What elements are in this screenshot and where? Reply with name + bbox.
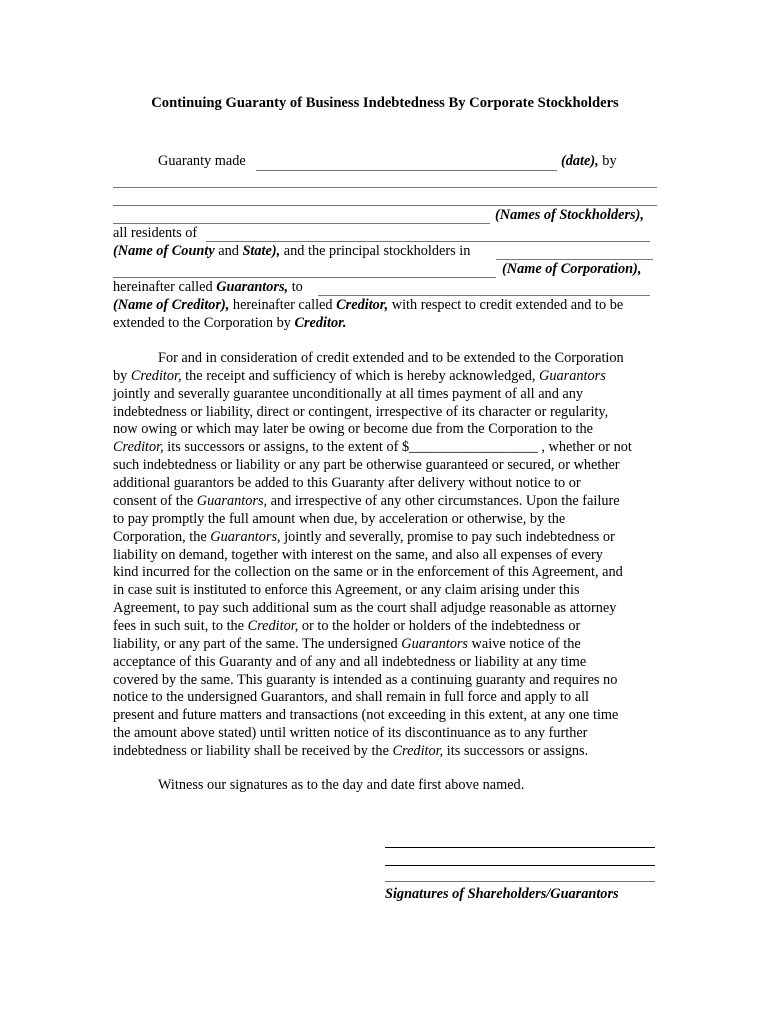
body-line [113, 457, 620, 474]
body-line-segment: For and in consideration of credit extended and to be extended to the Corporation [158, 350, 624, 366]
creditor-blank-line [318, 295, 650, 296]
respect-text: with respect to credit extended and to be [391, 297, 624, 313]
body-line [113, 707, 618, 724]
body-line-segment: the receipt and sufficiency of which is hereby acknowledged, [181, 367, 540, 384]
body-line-segment: now owing or which may later be owing or become due from the Corporation to the [113, 421, 594, 438]
and-word: and [218, 243, 239, 259]
residents-text: all residents of [113, 225, 198, 241]
body-line [113, 493, 620, 510]
extended-text: extended to the Corporation by [113, 315, 291, 331]
body-line-segment: liability on demand, together with interest on the same, and also all expenses of every [113, 546, 603, 563]
body-line-segment: Guarantors [401, 635, 468, 652]
body-line-segment: indebtedness or liability, direct or contingent, irrespective of its character or regularity, [113, 403, 609, 420]
body-line-segment: jointly and severally, promise to pay such indebtedness or [280, 528, 615, 545]
body-line-segment: or to the holder or holders of the indebtedness or [298, 617, 581, 634]
guarantors-label: Guarantors, [216, 279, 289, 295]
residents-blank-line [206, 241, 650, 242]
body-line-segment: Guarantors [539, 367, 606, 384]
body-line-segment: additional guarantors be added to this Guaranty after delivery without notice to or [113, 475, 581, 491]
body-line-segment: Creditor, [130, 367, 182, 384]
creditor-end-label: Creditor. [294, 315, 347, 331]
body-line [113, 511, 565, 528]
signature-line-3[interactable] [385, 881, 655, 882]
corporation-label-text: (Name of Corporation), [502, 261, 642, 277]
body-line [113, 672, 617, 689]
body-line-segment: Guarantors, [196, 492, 268, 509]
names-blank-line-2 [113, 205, 657, 206]
body-line [113, 725, 587, 742]
guaranty-made-text [158, 153, 246, 170]
body-line [113, 564, 623, 581]
body-line-segment: its successors or assigns. [443, 742, 589, 759]
body-line-segment: and irrespective of any other circumstances. Upon the failure [267, 492, 620, 509]
body-line-segment: Creditor, [392, 742, 444, 759]
body-line-segment: by [113, 367, 131, 384]
state-label: State), [242, 243, 281, 259]
body-line-segment: acceptance of this Guaranty and of any and all indebtedness or liability at any time [113, 653, 587, 670]
corporation-blank-line-1 [496, 259, 653, 260]
body-line-segment: such indebtedness or liability or any part be otherwise guaranteed or secured, or whether [113, 457, 620, 474]
body-line-segment: liability, or any part of the same. The undersigned [113, 635, 402, 652]
creditor-name-label: (Name of Creditor), [113, 297, 230, 313]
names-of-stockholders-label [495, 207, 644, 224]
extended-line [113, 315, 347, 332]
county-label: (Name of County [113, 243, 215, 259]
body-line [113, 743, 588, 760]
body-line-segment: kind incurred for the collection on the same or in the enforcement of this Agreement, and [113, 564, 623, 581]
body-line-segment: to pay promptly the full amount when due, by acceleration or otherwise, by the [113, 510, 566, 527]
body-line [113, 475, 581, 492]
principal-text: and the principal stockholders in [283, 243, 471, 259]
hereinafter-creditor-text: hereinafter called [232, 297, 333, 313]
body-line [113, 689, 589, 706]
body-line [113, 654, 586, 671]
to-word: to [291, 279, 303, 295]
body-line-segment: Corporation, the [113, 528, 211, 545]
body-line-segment: fees in such suit, to the [113, 617, 248, 634]
date-blank-line [256, 170, 557, 171]
date-label: (date), [561, 153, 599, 169]
body-line-segment: consent of the [113, 492, 197, 509]
body-line [113, 636, 581, 653]
body-line [113, 600, 616, 617]
creditor-line [113, 297, 623, 314]
body-line [158, 350, 624, 367]
body-line-segment: covered by the same. This guaranty is intended as a continuing guaranty and requires no [113, 671, 618, 688]
body-line [113, 618, 580, 635]
body-line-segment: Guarantors, [210, 528, 281, 545]
body-line [113, 368, 606, 385]
body-line-segment: notice to the undersigned Guarantors, and shall remain in full force and apply to all [113, 689, 590, 706]
body-line [113, 386, 583, 403]
county-state-line [113, 243, 470, 260]
body-line-segment: in case suit is instituted to enforce this Agreement, or any claim arising under this [113, 582, 580, 599]
names-blank-line-1 [113, 187, 657, 188]
hereinafter-text: hereinafter called [113, 279, 213, 295]
body-line [113, 421, 593, 438]
guarantors-line [113, 279, 303, 296]
body-line-segment: Creditor, [113, 439, 164, 456]
body-line-segment: Creditor, [247, 617, 299, 634]
body-line [113, 529, 615, 546]
witness-statement: Witness our signatures as to the day and date first above named. [158, 777, 525, 793]
body-line-segment: its successors or assigns, to the extent of $__________________ , whether or not [163, 439, 632, 456]
creditor-label: Creditor, [336, 297, 389, 313]
corporation-label [502, 261, 641, 278]
date-label-group [561, 153, 617, 170]
corporation-blank-line-2 [113, 277, 496, 278]
body-line [113, 547, 603, 564]
body-line [113, 582, 580, 599]
by-word: by [602, 153, 617, 169]
body-line [113, 439, 632, 456]
body-line [113, 404, 608, 421]
body-line-segment: present and future matters and transactions (not exceeding in this extent, at any one time [113, 707, 619, 724]
signature-line-2[interactable] [385, 865, 655, 866]
names-label-text: (Names of Stockholders), [495, 207, 644, 223]
document-title: Continuing Guaranty of Business Indebtedness By Corporate Stockholders [151, 95, 619, 111]
guaranty-made-label: Guaranty made [158, 153, 246, 169]
names-blank-line-3 [113, 223, 490, 224]
body-line-segment: the amount above stated) until written notice of its discontinuance as to any further [113, 725, 588, 742]
body-line-segment: jointly and severally guarantee unconditionally at all times payment of all and any [113, 385, 584, 402]
body-line-segment: Agreement, to pay such additional sum as the court shall adjudge reasonable as attorney [113, 600, 617, 616]
signature-caption: Signatures of Shareholders/Guarantors [385, 886, 619, 902]
body-line-segment: waive notice of the [467, 635, 581, 652]
body-line-segment: indebtedness or liability shall be received by the [113, 742, 393, 759]
signature-line-1[interactable] [385, 847, 655, 848]
